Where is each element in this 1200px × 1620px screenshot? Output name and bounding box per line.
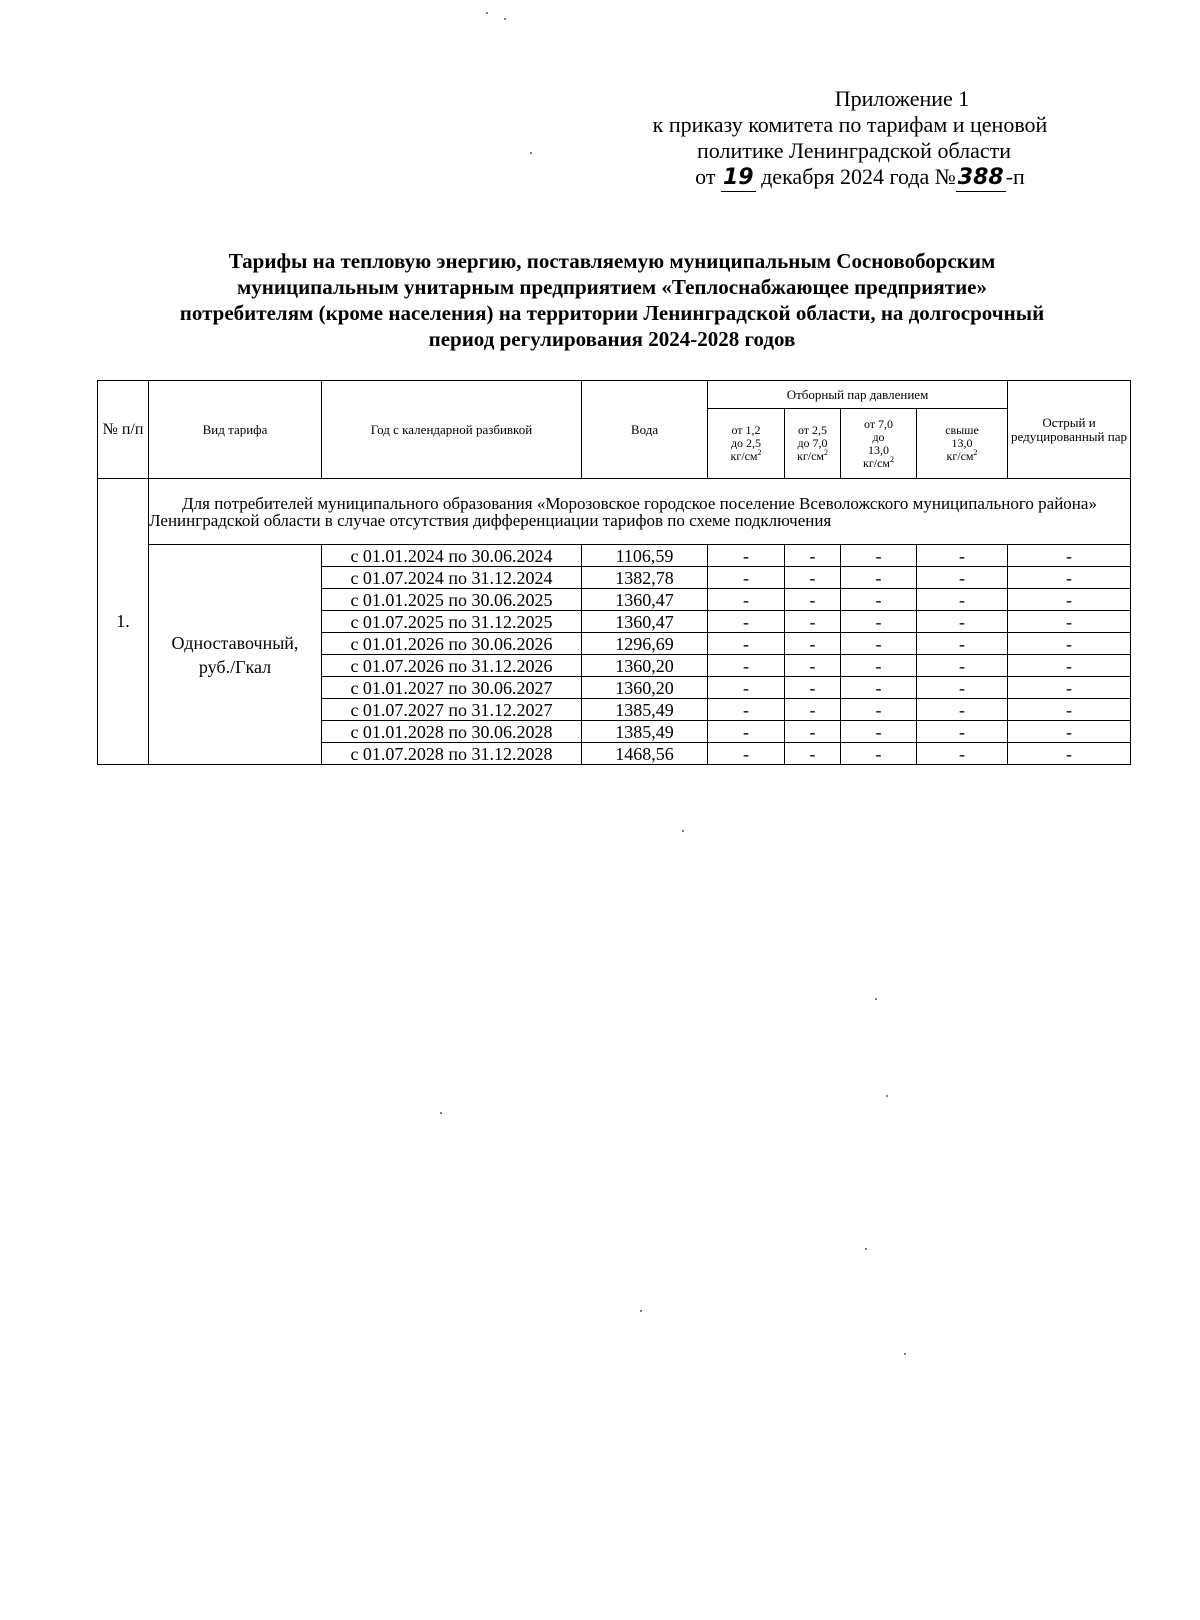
period-cell: с 01.07.2026 по 31.12.2026 (322, 655, 582, 677)
steam-tariff-cell: - (785, 567, 841, 589)
period-cell: с 01.01.2028 по 30.06.2028 (322, 721, 582, 743)
tariff-type-label: Одноставочный, (171, 632, 299, 653)
steam-2-to: до 7,0 (797, 436, 828, 450)
sharp-steam-tariff-cell: - (1008, 677, 1131, 699)
title-line-4: период регулирования 2024-2028 годов (428, 327, 796, 351)
steam-3-unit: кг/см (862, 455, 890, 470)
steam-tariff-cell: - (841, 677, 917, 699)
steam-tariff-cell: - (841, 611, 917, 633)
steam-3-unit-power: 2 (890, 454, 894, 464)
steam-tariff-cell: - (917, 633, 1008, 655)
header-steam-4 (917, 409, 1008, 479)
steam-tariff-cell: - (841, 567, 917, 589)
steam-tariff-cell: - (785, 699, 841, 721)
tariff-table (97, 380, 1131, 765)
order-suffix: -п (1005, 164, 1025, 189)
steam-4-above: свыше (945, 423, 979, 437)
steam-tariff-cell: - (917, 699, 1008, 721)
handwritten-day: 19 (722, 165, 754, 190)
title-line-1: Тарифы на тепловую энергию, поставляемую муниципальным Сосновоборским (228, 249, 996, 273)
row-number: 1. (98, 479, 149, 765)
water-tariff-cell: 1360,20 (582, 677, 708, 699)
steam-tariff-cell: - (785, 743, 841, 765)
steam-4-unit: кг/см (946, 449, 974, 463)
water-tariff-cell: 1385,49 (582, 721, 708, 743)
sharp-steam-tariff-cell: - (1008, 545, 1131, 567)
steam-2-from: от 2,5 (797, 423, 828, 437)
date-prefix: от (695, 164, 716, 189)
steam-tariff-cell: - (708, 677, 785, 699)
steam-1-from: от 1,2 (731, 423, 761, 437)
period-cell: с 01.01.2027 по 30.06.2027 (322, 677, 582, 699)
scan-speck (504, 18, 506, 20)
steam-tariff-cell: - (841, 743, 917, 765)
steam-tariff-cell: - (917, 655, 1008, 677)
steam-tariff-cell: - (785, 589, 841, 611)
scan-speck (875, 998, 877, 1000)
tariff-type-cell (149, 545, 322, 765)
title-line-3: потребителям (кроме населения) на территории Ленинградской области, на долгосрочный (179, 301, 1045, 325)
period-cell: с 01.07.2027 по 31.12.2027 (322, 699, 582, 721)
sharp-steam-tariff-cell: - (1008, 721, 1131, 743)
period-cell: с 01.07.2028 по 31.12.2028 (322, 743, 582, 765)
steam-tariff-cell: - (917, 545, 1008, 567)
scan-speck (682, 830, 684, 832)
steam-1-to: до 2,5 (730, 436, 762, 450)
sharp-steam-tariff-cell: - (1008, 655, 1131, 677)
scan-speck (486, 12, 488, 14)
steam-tariff-cell: - (917, 567, 1008, 589)
steam-tariff-cell: - (708, 567, 785, 589)
steam-tariff-cell: - (708, 611, 785, 633)
steam-tariff-cell: - (785, 721, 841, 743)
header-tariff-type: Вид тарифа (149, 381, 322, 479)
consumer-group-description: Для потребителей муниципального образования «Морозовское городское поселение Всеволожского муниципального района» Ленинградской области в случае отсутствия дифференциации тарифов по схеме подключения (149, 479, 1131, 545)
steam-tariff-cell: - (708, 699, 785, 721)
appendix-order-line: к приказу комитета по тарифам и ценовой (652, 112, 1048, 137)
document-title (96, 248, 1128, 352)
water-tariff-cell: 1360,47 (582, 589, 708, 611)
steam-tariff-cell: - (917, 677, 1008, 699)
steam-tariff-cell: - (708, 655, 785, 677)
appendix-date-line (560, 164, 1140, 192)
tariff-row (98, 545, 1131, 567)
period-cell: с 01.01.2025 по 30.06.2025 (322, 589, 582, 611)
scan-speck (640, 1310, 642, 1312)
steam-tariff-cell: - (785, 545, 841, 567)
water-tariff-cell: 1385,49 (582, 699, 708, 721)
water-tariff-cell: 1360,20 (582, 655, 708, 677)
steam-tariff-cell: - (841, 633, 917, 655)
steam-1-unit: кг/см (730, 449, 758, 463)
scan-speck (865, 1248, 867, 1250)
sharp-steam-tariff-cell: - (1008, 743, 1131, 765)
steam-tariff-cell: - (841, 655, 917, 677)
steam-4-value: 13,0 (951, 436, 973, 450)
period-cell: с 01.07.2025 по 31.12.2025 (322, 611, 582, 633)
sharp-steam-tariff-cell: - (1008, 633, 1131, 655)
steam-tariff-cell: - (917, 611, 1008, 633)
steam-tariff-cell: - (785, 677, 841, 699)
water-tariff-cell: 1360,47 (582, 611, 708, 633)
steam-tariff-cell: - (708, 633, 785, 655)
appendix-header (560, 86, 1140, 192)
appendix-committee-line: политике Ленинградской области (696, 138, 1011, 163)
header-period: Год с календарной разбивкой (322, 381, 582, 479)
steam-tariff-cell: - (708, 721, 785, 743)
steam-tariff-cell: - (708, 743, 785, 765)
steam-2-unit: кг/см (796, 449, 824, 463)
header-steam-3 (841, 409, 917, 479)
header-water: Вода (582, 381, 708, 479)
steam-3-value: 13,0 (868, 442, 889, 457)
steam-tariff-cell: - (708, 589, 785, 611)
sharp-steam-tariff-cell: - (1008, 699, 1131, 721)
header-sharp-steam: Острый и редуцированный пар (1008, 381, 1131, 479)
steam-3-to: до (872, 429, 885, 444)
steam-tariff-cell: - (708, 545, 785, 567)
header-steam-group: Отборный пар давлением (708, 381, 1008, 409)
date-rest: декабря 2024 года № (761, 164, 956, 189)
water-tariff-cell: 1468,56 (582, 743, 708, 765)
sharp-steam-tariff-cell: - (1008, 611, 1131, 633)
steam-1-unit-power: 2 (757, 448, 762, 457)
scan-speck (530, 152, 532, 154)
period-cell: с 01.01.2026 по 30.06.2026 (322, 633, 582, 655)
header-number: № п/п (98, 381, 149, 479)
steam-tariff-cell: - (841, 589, 917, 611)
steam-tariff-cell: - (785, 633, 841, 655)
header-steam-2 (785, 409, 841, 479)
steam-tariff-cell: - (785, 655, 841, 677)
water-tariff-cell: 1382,78 (582, 567, 708, 589)
scan-speck (904, 1353, 906, 1355)
steam-tariff-cell: - (917, 743, 1008, 765)
steam-tariff-cell: - (841, 721, 917, 743)
tariff-type-unit: руб./Гкал (198, 656, 272, 677)
steam-2-unit-power: 2 (824, 448, 828, 457)
steam-4-unit-power: 2 (973, 448, 978, 457)
sharp-steam-tariff-cell: - (1008, 567, 1131, 589)
sharp-steam-tariff-cell: - (1008, 589, 1131, 611)
water-tariff-cell: 1106,59 (582, 545, 708, 567)
steam-tariff-cell: - (841, 699, 917, 721)
steam-tariff-cell: - (785, 611, 841, 633)
period-cell: с 01.01.2024 по 30.06.2024 (322, 545, 582, 567)
handwritten-order-number: 388 (957, 165, 1004, 190)
steam-tariff-cell: - (917, 721, 1008, 743)
water-tariff-cell: 1296,69 (582, 633, 708, 655)
header-steam-1 (708, 409, 785, 479)
steam-tariff-cell: - (917, 589, 1008, 611)
appendix-label: Приложение 1 (834, 86, 970, 111)
scan-speck (440, 1112, 442, 1114)
scan-speck (886, 1095, 888, 1097)
title-line-2: муниципальным унитарным предприятием «Теплоснабжающее предприятие» (236, 275, 988, 299)
steam-3-from: от 7,0 (863, 416, 894, 431)
steam-tariff-cell: - (841, 545, 917, 567)
period-cell: с 01.07.2024 по 31.12.2024 (322, 567, 582, 589)
